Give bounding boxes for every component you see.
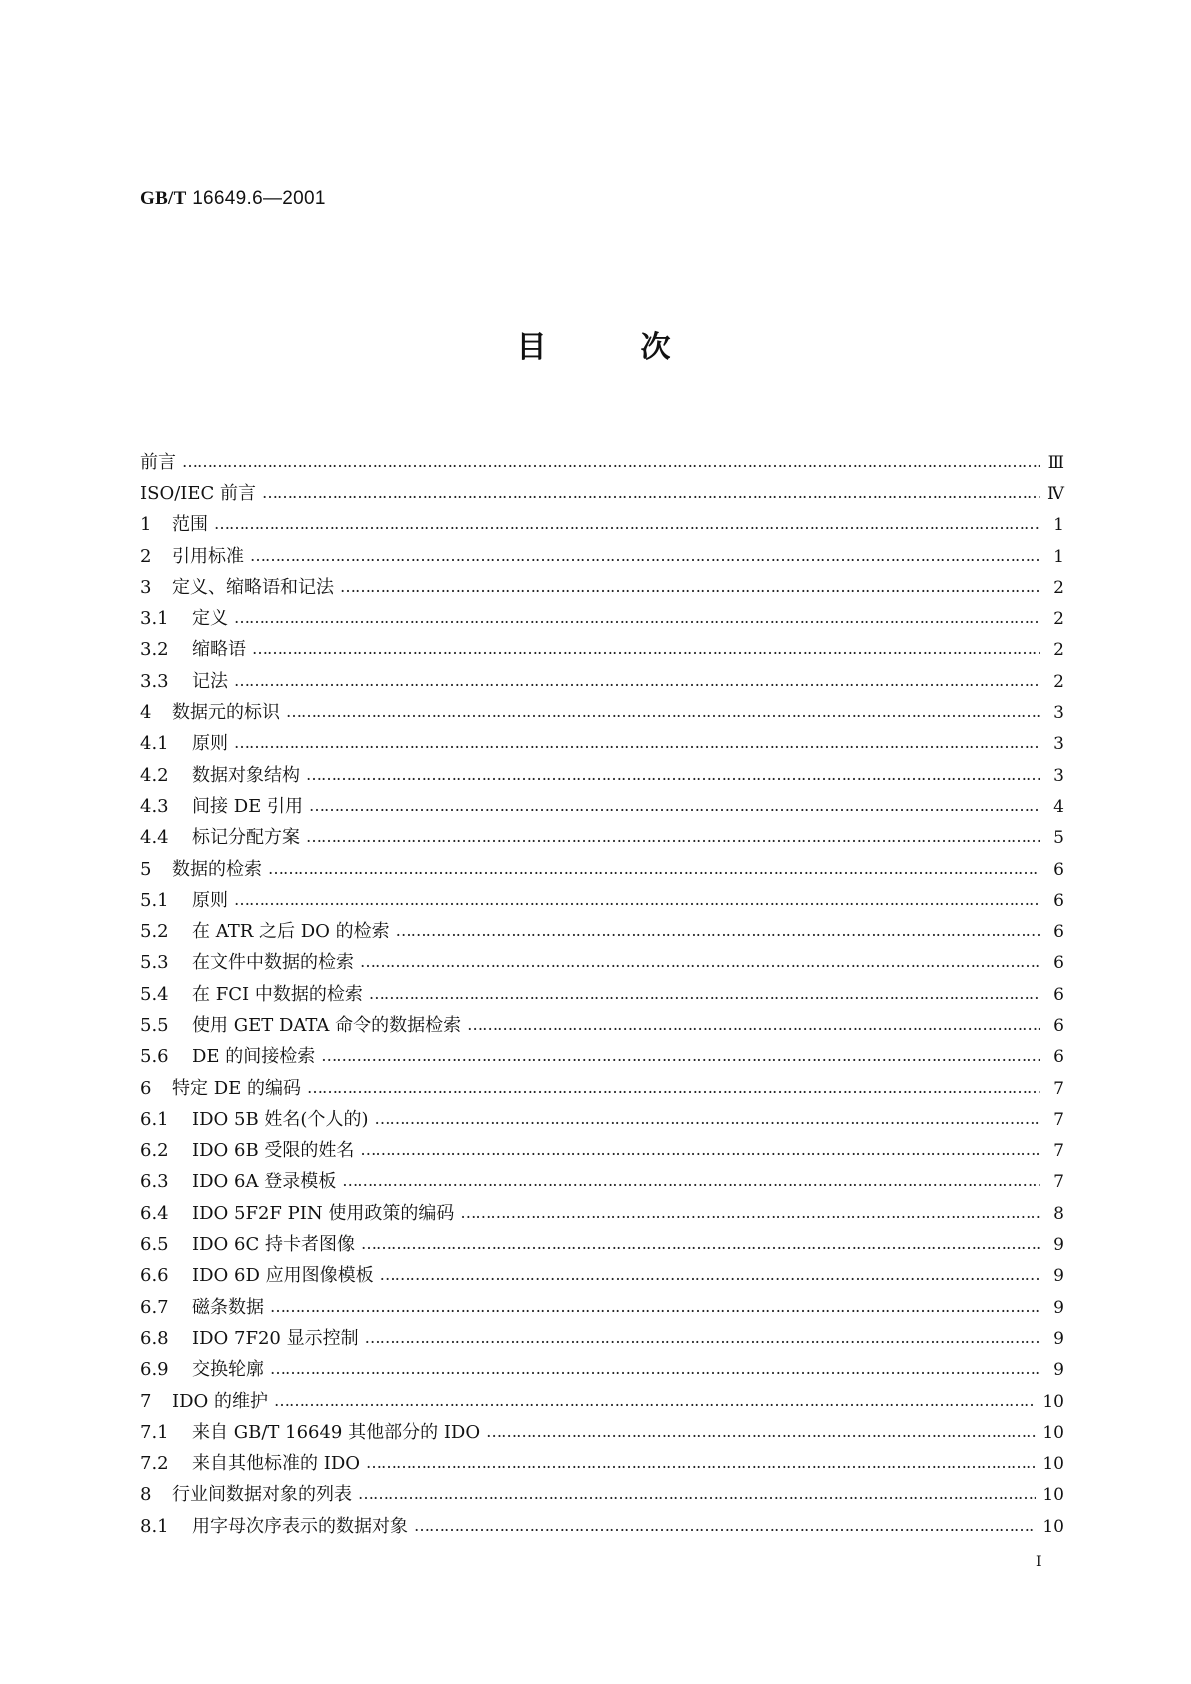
toc-dot-leader [369,985,1040,1005]
toc-entry-number: 6.4 [140,1202,169,1224]
toc-entry[interactable] [140,1417,1064,1448]
toc-entry-title: 数据元的标识 [172,702,280,724]
toc-dot-leader [252,640,1040,660]
toc-entry-title: 定义 [192,608,228,630]
toc-entry[interactable] [140,729,1064,760]
toc-entry-title: IDO 5F2F PIN 使用政策的编码 [192,1202,455,1224]
page-number: I [1036,1554,1042,1570]
toc-entry-page: 2 [1053,609,1064,630]
toc-entry-page: 6 [1053,984,1064,1005]
toc-entry-number: 5.1 [140,889,169,911]
toc-entry[interactable] [140,1042,1064,1073]
toc-entry[interactable] [140,1323,1064,1354]
toc-dot-leader [309,797,1040,817]
toc-entry-number: 4.3 [140,795,169,817]
toc-entry-number: 3.3 [140,670,169,692]
toc-entry[interactable] [140,885,1064,916]
toc-entry-page: 3 [1053,734,1064,755]
toc-entry-title: 交换轮廓 [192,1359,264,1381]
toc-entry[interactable] [140,979,1064,1010]
toc-entry-page: 8 [1053,1203,1064,1224]
toc-dot-leader [366,1454,1036,1474]
toc-entry[interactable] [140,916,1064,947]
toc-entry[interactable] [140,823,1064,854]
toc-entry[interactable] [140,541,1064,572]
page-title-char-1: 目 [516,330,551,365]
toc-dot-leader [460,1204,1040,1224]
toc-dot-leader [182,453,1040,473]
toc-entry-page: 5 [1053,828,1064,849]
toc-entry-number: 6.9 [140,1359,169,1381]
toc-entry-page: 6 [1053,1047,1064,1068]
toc-entry-title: 前言 [140,451,176,473]
toc-dot-leader [358,1485,1036,1505]
toc-entry-title: 数据的检索 [172,858,262,880]
toc-dot-leader [486,1423,1036,1443]
toc-entry-number: 1 [140,514,152,536]
toc-dot-leader [340,578,1040,598]
toc-entry-title: 原则 [192,889,228,911]
toc-entry-page: Ⅳ [1047,483,1064,504]
toc-entry-page: Ⅲ [1047,452,1064,473]
toc-entry[interactable] [140,478,1064,509]
toc-dot-leader [307,1079,1040,1099]
toc-dot-leader [274,1392,1036,1412]
toc-entry[interactable] [140,760,1064,791]
toc-entry-title: 使用 GET DATA 命令的数据检索 [192,1014,462,1036]
toc-entry-title: 间接 DE 引用 [192,795,304,817]
toc-dot-leader [270,1360,1040,1380]
toc-entry-number: 5.5 [140,1014,169,1036]
toc-entry[interactable] [140,1386,1064,1417]
toc-entry-number: 8.1 [140,1515,169,1537]
toc-entry-title: 来自其他标准的 IDO [192,1453,361,1475]
toc-entry-title: 标记分配方案 [192,827,300,849]
toc-entry-page: 9 [1053,1297,1064,1318]
toc-entry[interactable] [140,1292,1064,1323]
toc-entry-page: 10 [1042,1485,1064,1506]
toc-entry-title: 用字母次序表示的数据对象 [192,1515,408,1537]
toc-entry-number: 6.3 [140,1171,169,1193]
toc-entry-number: 4 [140,702,152,724]
toc-entry-title: 行业间数据对象的列表 [172,1484,352,1506]
toc-entry-number: 3 [140,576,152,598]
toc-entry-number: 6.2 [140,1140,169,1162]
toc-entry-number: 3.2 [140,639,169,661]
toc-entry-page: 6 [1053,890,1064,911]
toc-entry-page: 6 [1053,1015,1064,1036]
toc-entry-number: 7 [140,1390,152,1412]
toc-entry-title: 记法 [192,670,228,692]
toc-entry-title: 在文件中数据的检索 [192,952,354,974]
toc-entry-page: 2 [1053,640,1064,661]
toc-dot-leader [306,828,1040,848]
toc-entry-title: 缩略语 [192,639,246,661]
toc-entry-page: 3 [1053,765,1064,786]
toc-entry-page: 7 [1053,1172,1064,1193]
table-of-contents [140,447,1064,1542]
toc-entry[interactable] [140,948,1064,979]
toc-entry-page: 6 [1053,859,1064,880]
toc-dot-leader [270,1298,1040,1318]
toc-dot-leader [360,1141,1040,1161]
toc-dot-leader [380,1266,1040,1286]
toc-dot-leader [374,1110,1040,1130]
toc-dot-leader [365,1329,1040,1349]
toc-entry[interactable] [140,1480,1064,1511]
toc-entry-title: 定义、缩略语和记法 [172,576,334,598]
toc-entry-title: 范围 [172,514,208,536]
toc-entry[interactable] [140,1136,1064,1167]
toc-entry-number: 6 [140,1077,152,1099]
toc-entry-title: IDO 6A 登录模板 [192,1171,337,1193]
toc-entry-title: IDO 的维护 [172,1390,269,1412]
toc-entry-number: 5 [140,858,152,880]
toc-entry-page: 6 [1053,922,1064,943]
toc-dot-leader [396,922,1040,942]
toc-entry-page: 10 [1042,1516,1064,1537]
toc-entry[interactable] [140,1229,1064,1260]
toc-entry-number: 6.5 [140,1234,169,1256]
toc-entry[interactable] [140,791,1064,822]
toc-dot-leader [268,860,1040,880]
toc-entry-title: 原则 [192,733,228,755]
toc-entry[interactable] [140,447,1064,478]
toc-entry-title: 特定 DE 的编码 [172,1077,302,1099]
toc-dot-leader [250,547,1040,567]
toc-dot-leader [234,734,1040,754]
toc-dot-leader [360,953,1040,973]
toc-entry-title: DE 的间接检索 [192,1046,316,1068]
toc-entry-page: 9 [1053,1235,1064,1256]
toc-entry-title: IDO 5B 姓名(个人的) [192,1108,369,1130]
toc-entry[interactable] [140,1104,1064,1135]
toc-dot-leader [234,891,1040,911]
toc-entry-number: 5.4 [140,983,169,1005]
toc-entry-page: 2 [1053,577,1064,598]
toc-entry-title: IDO 6B 受限的姓名 [192,1140,355,1162]
toc-entry-number: 6.8 [140,1327,169,1349]
toc-entry-number: 8 [140,1484,152,1506]
standard-code-prefix: GB/T [140,188,187,209]
toc-entry-title: 数据对象结构 [192,764,300,786]
toc-entry-number: 3.1 [140,608,169,630]
toc-entry-number: 2 [140,545,152,567]
toc-dot-leader [467,1016,1040,1036]
toc-entry-page: 3 [1053,703,1064,724]
toc-entry[interactable] [140,603,1064,634]
toc-entry[interactable] [140,1355,1064,1386]
page-title [0,322,1191,366]
toc-entry-title: 引用标准 [172,545,244,567]
toc-entry-number: 5.3 [140,952,169,974]
toc-entry-number: 6.6 [140,1265,169,1287]
toc-entry[interactable] [140,697,1064,728]
toc-entry-page: 4 [1053,796,1064,817]
standard-code-number: 16649.6—2001 [186,188,326,209]
toc-entry-page: 10 [1042,1454,1064,1475]
toc-entry-page: 2 [1053,671,1064,692]
toc-entry-title: IDO 6C 持卡者图像 [192,1234,355,1256]
toc-dot-leader [234,672,1040,692]
toc-entry-page: 9 [1053,1266,1064,1287]
toc-entry-title: 在 FCI 中数据的检索 [192,983,363,1005]
toc-entry-number: 7.2 [140,1453,169,1475]
toc-dot-leader [306,766,1040,786]
toc-entry-page: 1 [1053,515,1064,536]
toc-entry-title: 在 ATR 之后 DO 的检索 [192,921,390,943]
toc-entry-number: 6.1 [140,1108,169,1130]
toc-entry-title: IDO 6D 应用图像模板 [192,1265,374,1287]
toc-entry[interactable] [140,572,1064,603]
toc-dot-leader [234,609,1040,629]
standard-code [140,188,326,210]
toc-entry-number: 6.7 [140,1296,169,1318]
toc-entry-page: 7 [1053,1078,1064,1099]
toc-entry[interactable] [140,1511,1064,1542]
toc-entry-number: 7.1 [140,1421,169,1443]
toc-dot-leader [214,515,1040,535]
toc-entry[interactable] [140,1198,1064,1229]
toc-entry-title: 来自 GB/T 16649 其他部分的 IDO [192,1421,481,1443]
toc-entry-title: 磁条数据 [192,1296,264,1318]
toc-entry[interactable] [140,1010,1064,1041]
toc-entry[interactable] [140,1261,1064,1292]
toc-entry-page: 7 [1053,1109,1064,1130]
toc-dot-leader [286,703,1040,723]
toc-entry-number: 5.6 [140,1046,169,1068]
toc-entry-number: 5.2 [140,921,169,943]
toc-entry-number: 4.1 [140,733,169,755]
toc-entry-number: 4.4 [140,827,169,849]
toc-entry-page: 9 [1053,1328,1064,1349]
toc-dot-leader [321,1047,1040,1067]
toc-entry[interactable] [140,666,1064,697]
toc-entry-page: 10 [1042,1422,1064,1443]
toc-dot-leader [361,1235,1040,1255]
toc-entry-page: 1 [1053,546,1064,567]
toc-dot-leader [262,484,1040,504]
toc-entry[interactable] [140,1073,1064,1104]
toc-entry-page: 7 [1053,1141,1064,1162]
toc-entry[interactable] [140,1167,1064,1198]
toc-dot-leader [414,1517,1036,1537]
toc-entry[interactable] [140,510,1064,541]
toc-entry[interactable] [140,1449,1064,1480]
toc-dot-leader [342,1172,1040,1192]
page-title-char-2: 次 [640,330,675,365]
toc-entry-page: 10 [1042,1391,1064,1412]
toc-entry-title: ISO/IEC 前言 [140,482,257,504]
toc-entry[interactable] [140,635,1064,666]
toc-entry-number: 4.2 [140,764,169,786]
toc-entry-page: 9 [1053,1360,1064,1381]
toc-entry-page: 6 [1053,953,1064,974]
toc-entry-title: IDO 7F20 显示控制 [192,1327,359,1349]
toc-entry[interactable] [140,854,1064,885]
